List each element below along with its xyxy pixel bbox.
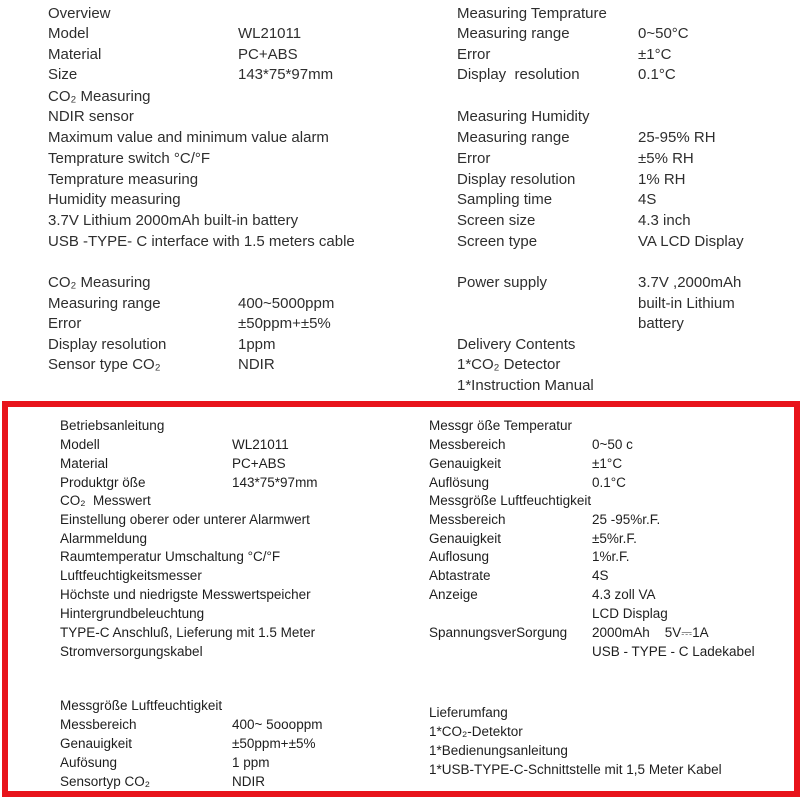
spec-value: 400~ 5oooppm (232, 717, 323, 732)
spec-value: ±1°C (638, 46, 672, 63)
spec-value: LCD Displag (592, 606, 668, 621)
spec-value: battery (638, 315, 684, 332)
spec-label: Genauigkeit (60, 736, 133, 751)
spec-label: Measuring range (457, 25, 570, 42)
delivery-item: 1*USB-TYPE-C-Schnittstelle mit 1,5 Meter Kabel (429, 762, 722, 777)
spec-label: Abtastrate (429, 568, 491, 583)
feature-line: USB -TYPE- C interface with 1.5 meters cable (48, 233, 355, 250)
spec-value: USB - TYPE - C Ladekabel (592, 644, 755, 659)
section-heading: Messgröße Luftfeuchtigkeit (60, 698, 223, 713)
feature-line: Einstellung oberer oder unterer Alarmwert (60, 512, 310, 527)
spec-value: NDIR (238, 356, 275, 373)
spec-value: 25-95% RH (638, 129, 716, 146)
spec-label: Screen type (457, 233, 538, 250)
spec-label: Material (48, 46, 102, 63)
feature-line: Temprature measuring (48, 171, 199, 188)
spec-label: Screen size (457, 212, 536, 229)
spec-value: NDIR (232, 774, 265, 789)
delivery-item: 1*Instruction Manual (457, 377, 594, 394)
section-heading: Betriebsanleitung (60, 418, 165, 433)
spec-label: Measuring range (457, 129, 570, 146)
spec-label: Genauigkeit (429, 456, 502, 471)
spec-value: 143*75*97mm (232, 475, 318, 490)
feature-line: TYPE-C Anschluß, Lieferung mit 1.5 Meter (60, 625, 316, 640)
spec-label: Sensor type CO₂ (48, 356, 161, 373)
section-heading: Lieferumfang (429, 705, 508, 720)
spec-value: WL21011 (232, 437, 289, 452)
spec-value: built-in Lithium (638, 295, 735, 312)
spec-value: 4S (592, 568, 609, 583)
spec-value: 1% RH (638, 171, 686, 188)
section-heading: Messgr öße Temperatur (429, 418, 573, 433)
section-heading: CO₂ Measuring (48, 88, 151, 105)
spec-label: Error (457, 46, 491, 63)
spec-label: Sensortyp CO₂ (60, 774, 151, 789)
spec-value: 2000mAh 5V⎓1A (592, 625, 709, 640)
spec-value: 143*75*97mm (238, 66, 334, 83)
feature-line: Hintergrundbeleuchtung (60, 606, 205, 621)
feature-line: Raumtemperatur Umschaltung °C/°F (60, 549, 281, 564)
spec-label: Genauigkeit (429, 531, 502, 546)
spec-value: 4.3 zoll VA (592, 587, 656, 602)
feature-line: Temprature switch °C/°F (48, 150, 211, 167)
spec-value: PC+ABS (238, 46, 298, 63)
spec-label: Auflösung (429, 475, 490, 490)
spec-label: Power supply (457, 274, 548, 291)
spec-value: 1%r.F. (592, 549, 630, 564)
spec-value: WL21011 (238, 25, 302, 42)
spec-value: 0.1°C (592, 475, 626, 490)
section-heading: CO₂ Messwert (60, 493, 151, 508)
spec-value: ±50ppm+±5% (232, 736, 316, 751)
spec-label: Material (60, 456, 109, 471)
section-heading: Messgröße Luftfeuchtigkeit (429, 493, 592, 508)
spec-value: ±5%r.F. (592, 531, 637, 546)
spec-label: Error (457, 150, 491, 167)
feature-line: NDIR sensor (48, 108, 134, 125)
spec-value: 4.3 inch (638, 212, 691, 229)
spec-label: Aufösung (60, 755, 118, 770)
spec-value: PC+ABS (232, 456, 286, 471)
spec-label: Messbereich (60, 717, 137, 732)
spec-value: 0~50 c (592, 437, 633, 452)
spec-label: Model (48, 25, 89, 42)
delivery-item: 1*CO₂ Detector (457, 356, 561, 373)
spec-value: 3.7V ,2000mAh (638, 274, 742, 291)
spec-value: ±50ppm+±5% (238, 315, 331, 332)
feature-line: 3.7V Lithium 2000mAh built-in battery (48, 212, 299, 229)
delivery-item: 1*CO₂-Detektor (429, 724, 523, 739)
feature-line: Humidity measuring (48, 191, 181, 208)
section-heading: Measuring Humidity (457, 108, 590, 125)
spec-label: Size (48, 66, 78, 83)
feature-line: Stromversorgungskabel (60, 644, 203, 659)
section-heading: Measuring Temprature (457, 5, 607, 22)
feature-line: Alarmmeldung (60, 531, 148, 546)
spec-label: Modell (60, 437, 100, 452)
spec-value: 0~50°C (638, 25, 689, 42)
section-heading: Overview (48, 5, 111, 22)
spec-label: Measuring range (48, 295, 161, 312)
spec-label: Auflosung (429, 549, 490, 564)
feature-line: Luftfeuchtigkeitsmesser (60, 568, 202, 583)
spec-label: Sampling time (457, 191, 553, 208)
spec-value: VA LCD Display (638, 233, 744, 250)
spec-label: Produktgr öße (60, 475, 146, 490)
feature-line: Maximum value and minimum value alarm (48, 129, 329, 146)
spec-label: Display resolution (48, 336, 167, 353)
spec-label: Display resolution (457, 171, 576, 188)
spec-label: Messbereich (429, 437, 506, 452)
spec-label: Display resolution (457, 66, 580, 83)
spec-value: ±1°C (592, 456, 623, 471)
spec-label: SpannungsverSorgung (429, 625, 568, 640)
section-heading: Delivery Contents (457, 336, 576, 353)
spec-label: Anzeige (429, 587, 478, 602)
delivery-item: 1*Bedienungsanleitung (429, 743, 568, 758)
spec-value: 1ppm (238, 336, 276, 353)
spec-value: 4S (638, 191, 657, 208)
section-heading: CO₂ Measuring (48, 274, 151, 291)
spec-value: 1 ppm (232, 755, 270, 770)
spec-label: Messbereich (429, 512, 506, 527)
spec-value: 0.1°C (638, 66, 676, 83)
spec-label: Error (48, 315, 82, 332)
spec-value: ±5% RH (638, 150, 694, 167)
spec-value: 25 -95%r.F. (592, 512, 661, 527)
spec-value: 400~5000ppm (238, 295, 335, 312)
feature-line: Höchste und niedrigste Messwertspeicher (60, 587, 311, 602)
